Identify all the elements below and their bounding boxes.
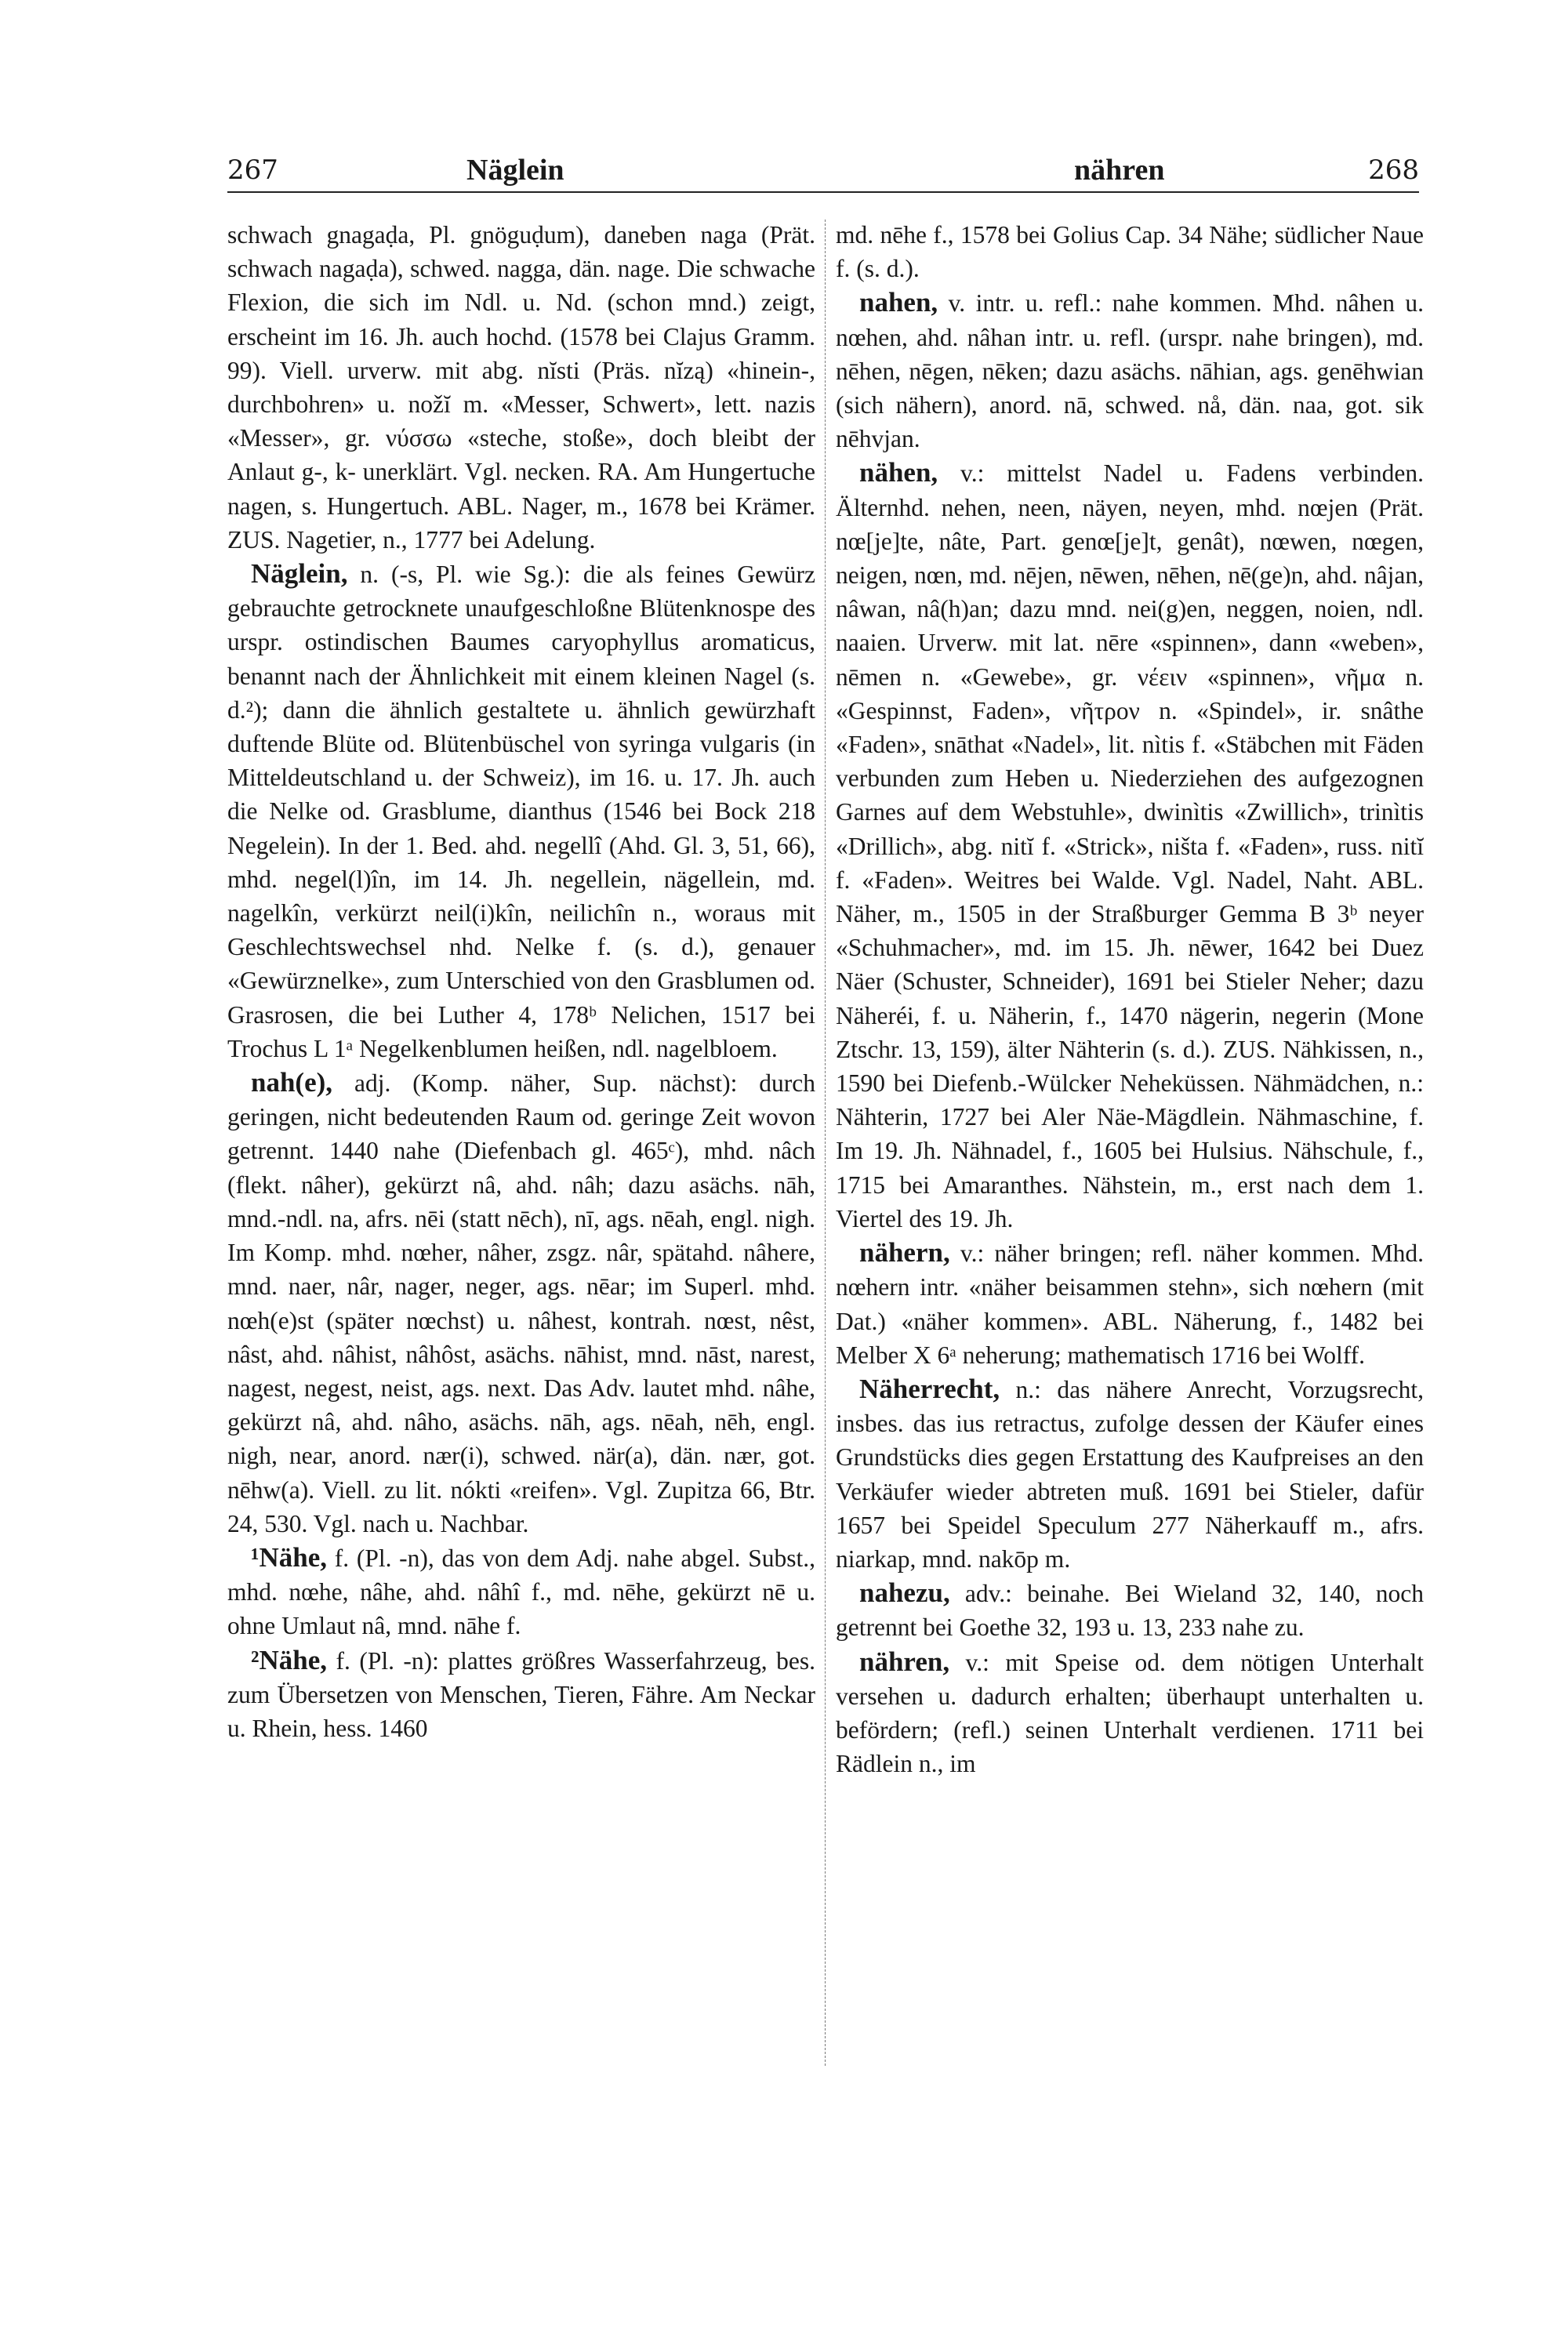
entry-text: f. (Pl. -n): plattes größres Wasserfahrzeug, bes. zum Übersetzen von Menschen, Tieren, Fähre. Am Neckar u. Rhein, hess. 1460	[227, 1646, 815, 1742]
entry-continuation	[227, 218, 815, 557]
entry-text: adj. (Komp. näher, Sup. nächst): durch geringen, nicht bedeutenden Raum od. geringe Zeit wovon getrennt. 1440 nahe (Diefenbach gl. 465ᶜ), mhd. nâch (flekt. nâher), gekürzt nâ, ahd. nâh; dazu asächs. nāh, mnd.-ndl. na, afrs. nēi (statt nēch), nī, ags. nēah, engl. nigh. Im Komp. mhd. nœher, nâher, zsgz. nâr, spätahd. nâhere, mnd. naer, nâr, nager, neger, ags. nēar; im Superl. mhd. nœh(e)st (später nœchst) u. nâhest, kontrah. nœst, nêst, nâst, ahd. nâhist, nâhôst, asächs. nāhist, mnd. nāst, narest, nagest, negest, neist, ags. next. Das Adv. lautet mhd. nâhe, gekürzt nâ, ahd. nâho, asächs. nāh, ags. nēah, nēh, engl. nigh, near, anord. nær(i), schwed. när(a), dän. nær, got. nēhw(a). Viell. zu lit. nókti «reifen». Vgl. Zupitza 66, Btr. 24, 530. Vgl. nach u. Nachbar.	[227, 1069, 815, 1537]
entry-text: v. intr. u. refl.: nahe kommen. Mhd. nâhen u. nœhen, ahd. nâhan intr. u. refl. (urspr. nahe bringen), md. nēhen, nēgen, nēken; dazu asächs. nāhian, ags. genēhwian (sich nähern), anord. nā, schwed. nå, dän. naa, got. sik nēhvjan.	[836, 289, 1424, 453]
entry-naeherrecht	[836, 1372, 1424, 1576]
left-column	[227, 218, 815, 1745]
entry-text: md. nēhe f., 1578 bei Golius Cap. 34 Nähe; südlicher Naue f. (s. d.).	[836, 221, 1424, 283]
entry-text: v.: mit Speise od. dem nötigen Unterhalt versehen u. dadurch erhalten; überhaupt unterhalten u. befördern; (refl.) seinen Unterhalt verdienen. 1711 bei Rädlein n., im	[836, 1648, 1424, 1778]
page-number-right: 268	[1368, 154, 1419, 186]
entry-nahezu	[836, 1576, 1424, 1644]
right-column	[836, 218, 1424, 1780]
lemma: ²Nähe,	[251, 1644, 328, 1675]
lemma: Näglein,	[251, 558, 348, 590]
lemma: ¹Nähe,	[251, 1541, 328, 1573]
lemma: nähren,	[859, 1646, 950, 1677]
entry-text: n.: das nähere Anrecht, Vorzugsrecht, insbes. das ius retractus, zufolge dessen der Käufer eines Grundstücks dies gegen Erstattung des Kaufpreises an den Verkäufer wieder abtreten muß. 1691 bei Stieler, dafür 1657 bei Speidel Speculum 277 Näherkauff m., afrs. niarkap, mnd. nakōp m.	[836, 1375, 1424, 1573]
lemma: nah(e),	[251, 1067, 333, 1098]
column-divider	[825, 220, 826, 2066]
lemma: Näherrecht,	[859, 1373, 1000, 1404]
running-header	[227, 153, 1419, 192]
entry-naehe-2	[227, 1643, 815, 1746]
entry-naehern	[836, 1236, 1424, 1372]
entry-naehren	[836, 1645, 1424, 1781]
entry-naehen	[836, 456, 1424, 1236]
lemma: nahezu,	[859, 1577, 950, 1609]
header-rule	[227, 191, 1419, 193]
lemma: nahen,	[859, 287, 938, 318]
entry-text: schwach gnagaḍa, Pl. gnöguḍum), daneben naga (Prät. schwach nagaḍa), schwed. nagga, dän. nage. Die schwache Flexion, die sich im Ndl. u. Nd. (schon mnd.) zeigt, erscheint im 16. Jh. auch hochd. (1578 bei Clajus Gramm. 99). Viell. urverw. mit abg. nĭsti (Präs. nĭzą) «hinein-, durchbohren» u. nožĭ m. «Messer, Schwert», lett. nazis «Messer», gr. νύσσω «steche, stoße», doch bleibt der Anlaut g-, k- unerklärt. Vgl. necken. RA. Am Hungertuche nagen, s. Hungertuch. ABL. Nager, m., 1678 bei Krämer. ZUS. Nagetier, n., 1777 bei Adelung.	[227, 221, 815, 554]
header-word-left: Näglein	[466, 154, 564, 187]
entry-text: v.: mittelst Nadel u. Fadens verbinden. Älternhd. nehen, neen, näyen, neyen, mhd. nœjen (Prät. nœ[je]te, nâte, Part. genœ[je]t, genât), nœwen, nœgen, neigen, nœn, md. nējen, nēwen, nēhen, nē(ge)n, ahd. nâjan, nâwan, nâ(h)an; dazu mnd. nei(g)en, neggen, noien, ndl. naaien. Urverw. mit lat. nēre «spinnen», dann «weben», nēmen n. «Gewebe», gr. νέειν «spinnen», νῆμα n. «Gespinnst, Faden», νῆτρον n. «Spindel», ir. snâthe «Faden», snāthat «Nadel», lit. nìtis f. «Stäbchen mit Fäden verbunden zum Heben u. Niederziehen des aufgezognen Garnes auf dem Webstuhle», dwinìtis «Zwillich», trinìtis «Drillich», abg. nitĭ f. «Strick», ništa f. «Faden», russ. nitĭ f. «Faden». Weitres bei Walde. Vgl. Nadel, Naht. ABL. Näher, m., 1505 in der Straßburger Gemma B 3ᵇ neyer «Schuhmacher», md. im 15. Jh. nēwer, 1642 bei Duez Näer (Schuster, Schneider), 1691 bei Stieler Neher; dazu Näheréi, f. u. Näherin, f., 1470 nägerin, negerin (Mone Ztschr. 13, 159), älter Nähterin (s. d.). ZUS. Nähkissen, n., 1590 bei Diefenb.-Wülcker Neheküssen. Nähmädchen, n.: Nähterin, 1727 bei Aler Näe-Mägdlein. Nähmaschine, f. Im 19. Jh. Nähnadel, f., 1605 bei Hulsius. Nähschule, f., 1715 bei Amaranthes. Nähstein, m., erst nach dem 1. Viertel des 19. Jh.	[836, 459, 1424, 1232]
entry-naeglein	[227, 557, 815, 1065]
entry-text: adv.: beinahe. Bei Wieland 32, 140, noch getrennt bei Goethe 32, 193 u. 13, 233 nahe zu.	[836, 1580, 1424, 1642]
entry-text: n. (-s, Pl. wie Sg.): die als feines Gewürz gebrauchte getrocknete unaufgeschloßne Blütenknospe des urspr. ostindischen Baumes caryophyllus aromaticus, benannt nach der Ähnlichkeit mit einem kleinen Nagel (s. d.²); dann die ähnlich gestaltete u. ähnlich gewürzhaft duftende Blüte od. Blütenbüschel von syringa vulgaris (in Mitteldeutschland u. der Schweiz), im 16. u. 17. Jh. auch die Nelke od. Grasblume, dianthus (1546 bei Bock 218 Negelein). In der 1. Bed. ahd. negellî (Ahd. Gl. 3, 51, 66), mhd. negel(l)în, im 14. Jh. negellein, nägellein, md. nagelkîn, verkürzt neil(i)kîn, neilichîn n., woraus mit Geschlechtswechsel nhd. Nelke f. (s. d.), genauer «Gewürznelke», zum Unterschied von den Grasblumen od. Grasrosen, die bei Luther 4, 178ᵇ Nelichen, 1517 bei Trochus L 1ᵃ Negelkenblumen heißen, ndl. nagelbloem.	[227, 561, 815, 1062]
header-word-right: nähren	[1074, 154, 1165, 187]
entry-naehe-1	[227, 1541, 815, 1643]
entry-continuation	[836, 218, 1424, 285]
entry-nahen	[836, 285, 1424, 456]
entry-text: v.: näher bringen; refl. näher kommen. Mhd. nœhern intr. «näher beisammen stehn», sich nœhern (mit Dat.) «näher kommen». ABL. Näherung, f., 1482 bei Melber X 6ᵃ neherung; mathematisch 1716 bei Wolff.	[836, 1240, 1424, 1369]
entry-text: f. (Pl. -n), das von dem Adj. nahe abgel. Subst., mhd. nœhe, nâhe, ahd. nâhî f., md. nēhe, gekürzt nē u. ohne Umlaut nâ, mnd. nāhe f.	[227, 1544, 815, 1640]
page-number-left: 267	[227, 154, 278, 186]
entry-nahe	[227, 1065, 815, 1541]
lemma: nähen,	[859, 457, 938, 488]
lemma: nähern,	[859, 1237, 950, 1269]
